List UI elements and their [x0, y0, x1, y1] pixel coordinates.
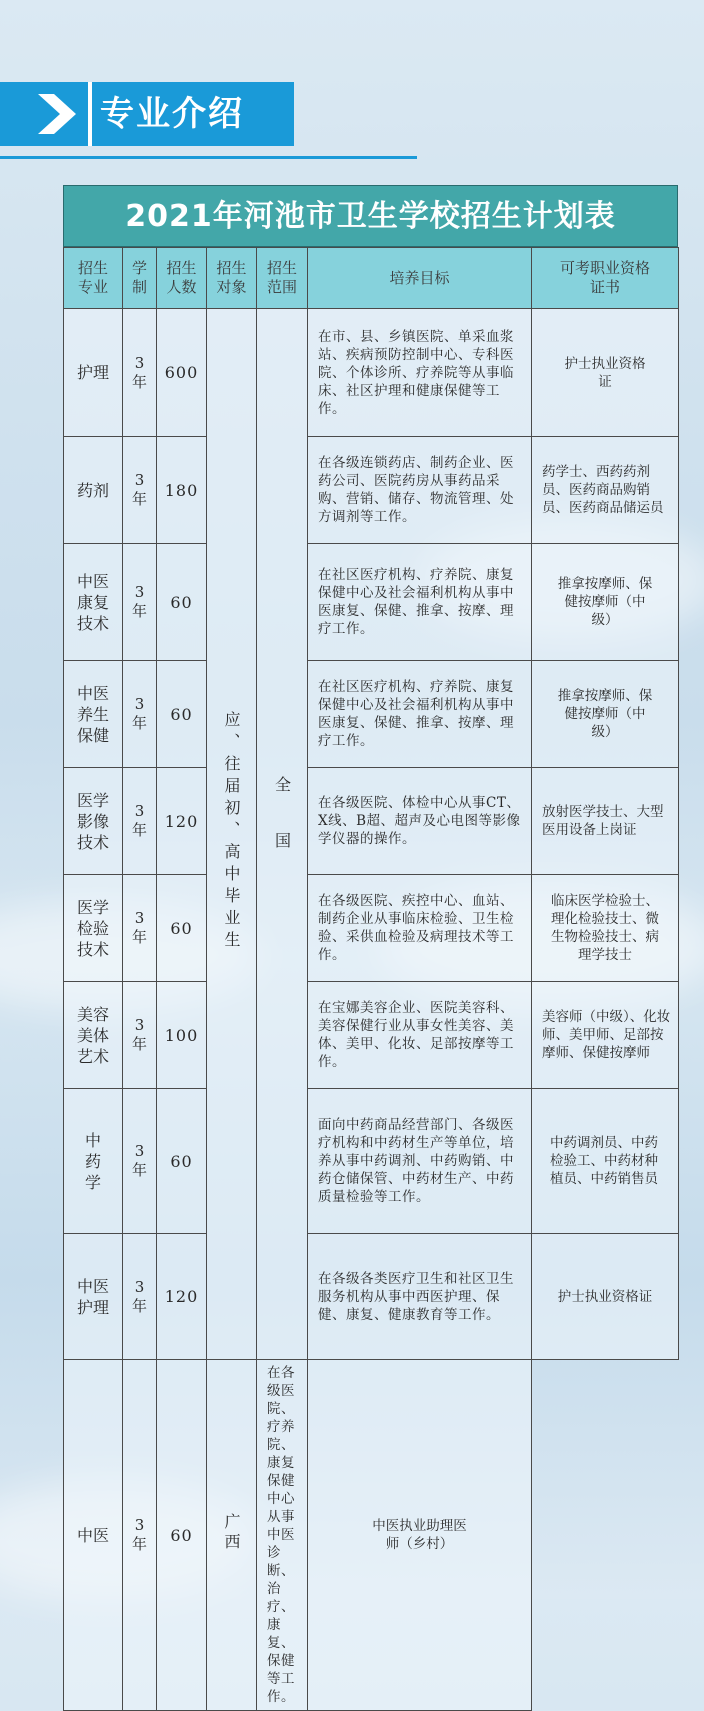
years-cell: 3年	[123, 768, 157, 875]
major-cell: 医学影像技术	[64, 768, 123, 875]
cert-cell: 药学士、西药药剂员、医药商品购销员、医药商品储运员	[532, 437, 679, 544]
goal-cell: 在市、县、乡镇医院、单采血浆站、疾病预防控制中心、专科医院、个体诊所、疗养院等从事临床、社区护理和健康保健等工作。	[308, 309, 532, 437]
years-cell: 3年	[123, 1360, 157, 1711]
cert-cell: 中药调剂员、中药检验工、中药材种植员、中药销售员	[532, 1089, 679, 1234]
major-cell: 药剂	[64, 437, 123, 544]
years-cell: 3年	[123, 1089, 157, 1234]
header-underline	[0, 156, 417, 159]
count-cell: 60	[157, 1089, 207, 1234]
cert-cell: 放射医学技士、大型医用设备上岗证	[532, 768, 679, 875]
years-cell: 3年	[123, 982, 157, 1089]
count-cell: 60	[157, 544, 207, 661]
cert-cell: 推拿按摩师、保健按摩师（中级）	[532, 661, 679, 768]
enrollment-table	[63, 185, 678, 1711]
goal-cell: 在各级医院、体检中心从事CT、X线、B超、超声及心电图等影像学仪器的操作。	[308, 768, 532, 875]
major-cell: 中医	[64, 1360, 123, 1711]
section-title: 专业介绍	[100, 94, 244, 134]
scope-cell: 全国	[257, 309, 308, 1360]
cert-cell: 中医执业助理医师（乡村）	[308, 1360, 532, 1711]
goal-cell: 在各级各类医疗卫生和社区卫生服务机构从事中西医护理、保健、康复、健康教育等工作。	[308, 1234, 532, 1360]
major-cell: 中药学	[64, 1089, 123, 1234]
count-cell: 60	[157, 661, 207, 768]
cert-cell: 临床医学检验士、理化检验技士、微生物检验技士、病理学技士	[532, 875, 679, 982]
major-cell: 中医养生保健	[64, 661, 123, 768]
count-cell: 600	[157, 309, 207, 437]
years-cell: 3年	[123, 661, 157, 768]
table-row	[64, 768, 679, 875]
table-row	[64, 982, 679, 1089]
years-cell: 3年	[123, 875, 157, 982]
table-row	[64, 437, 679, 544]
header-divider	[88, 82, 92, 146]
table-title: 2021年河池市卫生学校招生计划表	[63, 185, 678, 247]
years-cell: 3年	[123, 309, 157, 437]
major-cell: 护理	[64, 309, 123, 437]
section-header	[0, 82, 294, 146]
col-header-scope: 招生范围	[257, 248, 308, 309]
count-cell: 100	[157, 982, 207, 1089]
col-header-years: 学制	[123, 248, 157, 309]
table-row	[64, 875, 679, 982]
count-cell: 60	[157, 1360, 207, 1711]
years-cell: 3年	[123, 1234, 157, 1360]
goal-cell: 在各级医院、疾控中心、血站、制药企业从事临床检验、卫生检验、采供血检验及病理技术等工作。	[308, 875, 532, 982]
header-row	[64, 248, 679, 309]
goal-cell: 面向中药商品经营部门、各级医疗机构和中药材生产等单位，培养从事中药调剂、中药购销、中药仓储保管、中药材生产、中药质量检验等工作。	[308, 1089, 532, 1234]
col-header-major: 招生专业	[64, 248, 123, 309]
years-cell: 3年	[123, 544, 157, 661]
goal-cell: 在各级连锁药店、制药企业、医药公司、医院药房从事药品采购、营销、储存、物流管理、处方调剂等工作。	[308, 437, 532, 544]
cert-cell: 推拿按摩师、保健按摩师（中级）	[532, 544, 679, 661]
table-row	[64, 309, 679, 437]
count-cell: 120	[157, 1234, 207, 1360]
goal-cell: 在各级医院、疗养院、康复保健中心从事中医诊断、治疗、康复、保健等工作。	[257, 1360, 308, 1711]
col-header-count: 招生人数	[157, 248, 207, 309]
scope-cell-guangxi: 广西	[207, 1360, 257, 1711]
count-cell: 60	[157, 875, 207, 982]
count-cell: 120	[157, 768, 207, 875]
major-cell: 医学检验技术	[64, 875, 123, 982]
table-row	[64, 1234, 679, 1360]
table-row	[64, 1089, 679, 1234]
col-header-cert: 可考职业资格证书	[532, 248, 679, 309]
table-row	[64, 544, 679, 661]
chevron-right-icon	[34, 90, 80, 138]
goal-cell: 在宝娜美容企业、医院美容科、美容保健行业从事女性美容、美体、美甲、化妆、足部按摩等工作。	[308, 982, 532, 1089]
goal-cell: 在社区医疗机构、疗养院、康复保健中心及社会福利机构从事中医康复、保健、推拿、按摩、理疗工作。	[308, 544, 532, 661]
count-cell: 180	[157, 437, 207, 544]
target-cell: 应、往届初、高中毕业生	[207, 309, 257, 1360]
table-row	[64, 661, 679, 768]
col-header-target: 招生对象	[207, 248, 257, 309]
cert-cell: 护士执业资格证	[532, 1234, 679, 1360]
cert-cell: 美容师（中级）、化妆师、美甲师、足部按摩师、保健按摩师	[532, 982, 679, 1089]
major-cell: 中医康复技术	[64, 544, 123, 661]
goal-cell: 在社区医疗机构、疗养院、康复保健中心及社会福利机构从事中医康复、保健、推拿、按摩、理疗工作。	[308, 661, 532, 768]
major-cell: 美容美体艺术	[64, 982, 123, 1089]
years-cell: 3年	[123, 437, 157, 544]
major-cell: 中医护理	[64, 1234, 123, 1360]
table-row	[64, 1360, 679, 1711]
cert-cell: 护士执业资格证	[532, 309, 679, 437]
col-header-goal: 培养目标	[308, 248, 532, 309]
